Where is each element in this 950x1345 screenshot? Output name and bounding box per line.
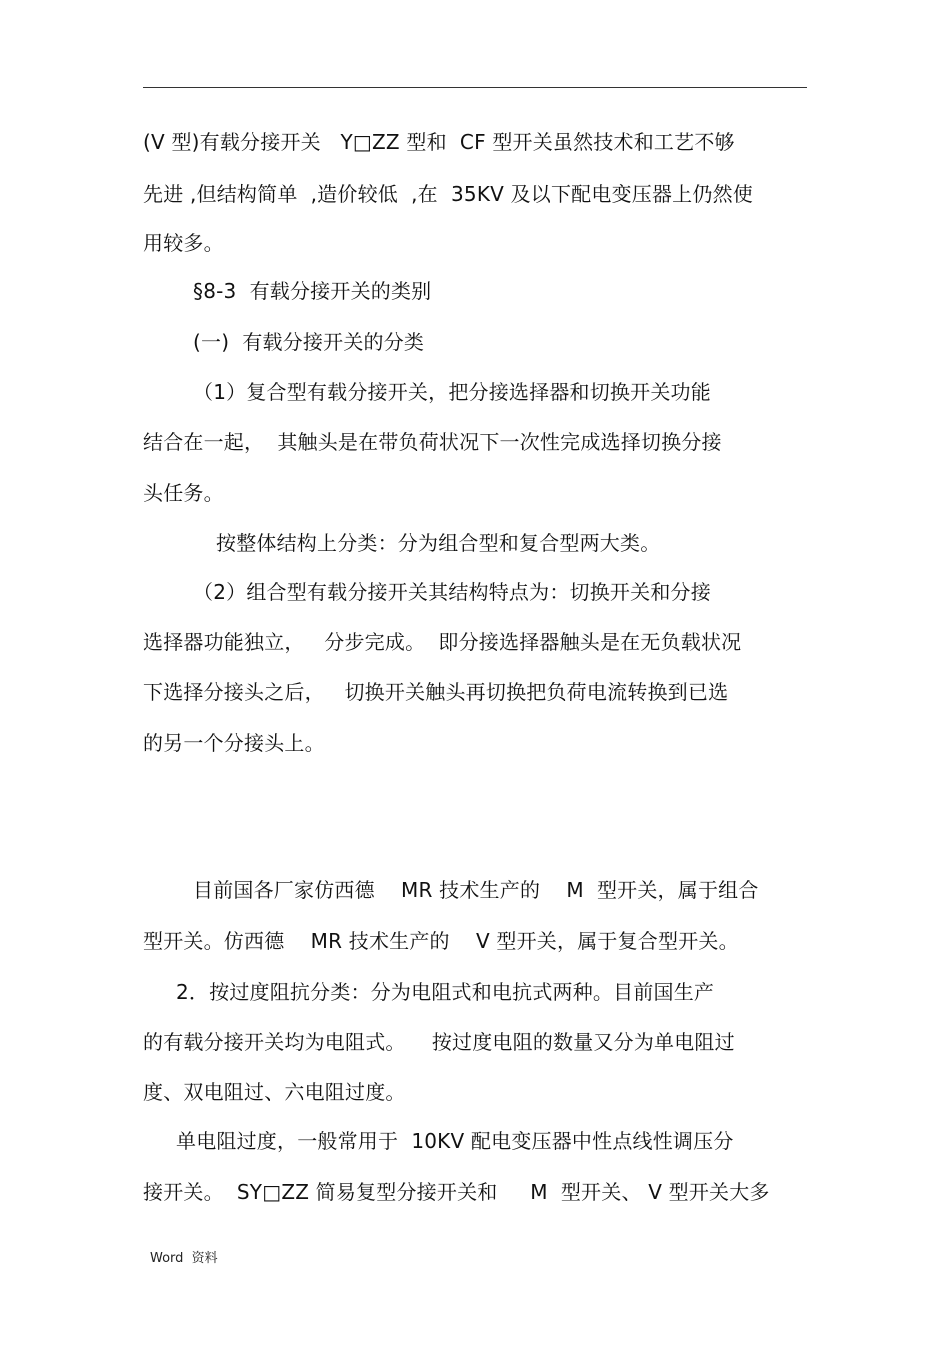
body-text-line: 型开关。仿西德 MR 技术生产的 V 型开关，属于复合型开关。: [143, 929, 739, 953]
body-text-line: （2）组合型有载分接开关其结构特点为：切换开关和分接: [193, 580, 711, 604]
body-text-line: 单电阻过度，一般常用于 10KV 配电变压器中性点线性调压分: [176, 1129, 734, 1153]
body-text-line: 结合在一起， 其触头是在带负荷状况下一次性完成选择切换分接: [143, 430, 722, 454]
header-rule: [143, 87, 807, 88]
subsection-heading: (一) 有载分接开关的分类: [193, 330, 425, 354]
page-footer: Word 资料: [150, 1251, 218, 1266]
body-text-line: 按整体结构上分类：分为组合型和复合型两大类。: [216, 531, 661, 555]
body-text-line: 用较多。: [143, 231, 224, 255]
body-text-line: (V 型)有载分接开关 Y□ZZ 型和 CF 型开关虽然技术和工艺不够: [143, 130, 735, 154]
section-heading: §8-3 有载分接开关的类别: [193, 279, 432, 303]
body-text-line: 目前国各厂家仿西德 MR 技术生产的 M 型开关，属于组合: [193, 878, 759, 902]
body-text-line: 度、双电阻过、六电阻过度。: [143, 1080, 406, 1104]
body-text-line: 的有载分接开关均为电阻式。 按过度电阻的数量又分为单电阻过: [143, 1030, 735, 1054]
body-text-line: 头任务。: [143, 481, 224, 505]
body-text-line: 先进 ,但结构简单 ,造价较低 ,在 35KV 及以下配电变压器上仍然使: [143, 182, 753, 206]
list-item: 2．按过度阻抗分类：分为电阻式和电抗式两种。目前国生产: [176, 980, 715, 1004]
body-text-line: （1）复合型有载分接开关，把分接选择器和切换开关功能: [193, 380, 711, 404]
body-text-line: 下选择分接头之后， 切换开关触头再切换把负荷电流转换到已选: [143, 680, 729, 704]
body-text-line: 选择器功能独立， 分步完成。 即分接选择器触头是在无负载状况: [143, 630, 742, 654]
body-text-line: 接开关。 SY□ZZ 简易复型分接开关和 M 型开关、 V 型开关大多: [143, 1180, 770, 1204]
body-text-line: 的另一个分接头上。: [143, 731, 325, 755]
